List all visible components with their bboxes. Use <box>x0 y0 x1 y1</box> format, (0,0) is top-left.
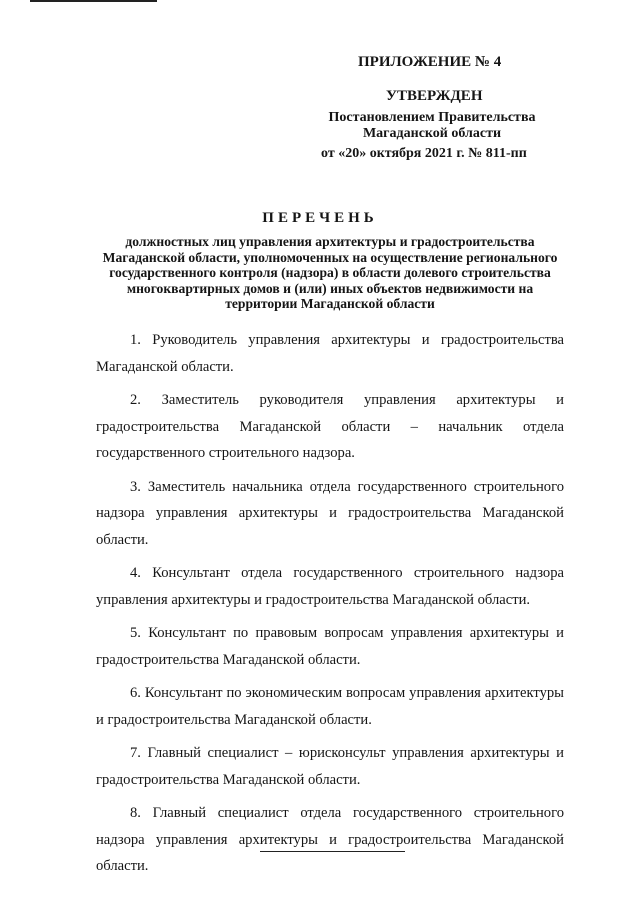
position-list <box>96 327 564 887</box>
list-item: 4. Консультант отдела государственного строительного надзора управления архитектуры и градостроительства Магаданской области. <box>96 565 564 608</box>
appendix-label: ПРИЛОЖЕНИЕ № 4 <box>358 54 502 70</box>
list-item: 3. Заместитель начальника отдела государственного строительного надзора управления архитектуры и градостроительства Магаданской области. <box>96 478 564 548</box>
list-item: 1. Руководитель управления архитектуры и градостроительства Магаданской области. <box>96 332 564 375</box>
document-title: ПЕРЕЧЕНЬ <box>262 210 378 226</box>
list-item: 2. Заместитель руководителя управления архитектуры и градостроительства Магаданской области – начальник отдела государственного строительного надзора. <box>96 392 564 461</box>
top-rule <box>30 0 157 2</box>
decree-text: Постановлением Правительства Магаданской области <box>328 110 536 141</box>
list-item: 6. Консультант по экономическим вопросам управления архитектуры и градостроительства Магаданской области. <box>96 685 564 728</box>
list-item: 8. Главный специалист отдела государственного строительного надзора управления архитектуры и градостроительства Магаданской области. <box>96 805 564 874</box>
list-item: 5. Консультант по правовым вопросам управления архитектуры и градостроительства Магаданской области. <box>96 625 564 668</box>
document-subtitle: должностных лиц управления архитектуры и градостроительства Магаданской области, уполномоченных на осуществление регионального государственного контроля (надзора) в области долевого строительства многоквартирных домов и (или) иных объектов недвижимости на территории Магаданской области <box>102 234 558 312</box>
bottom-rule <box>260 851 405 852</box>
list-item: 7. Главный специалист – юрисконсульт управления архитектуры и градостроительства Магаданской области. <box>96 745 564 788</box>
decree-date: от «20» октября 2021 г. № 811-пп <box>321 146 527 161</box>
approved-label: УТВЕРЖДЕН <box>386 88 483 104</box>
